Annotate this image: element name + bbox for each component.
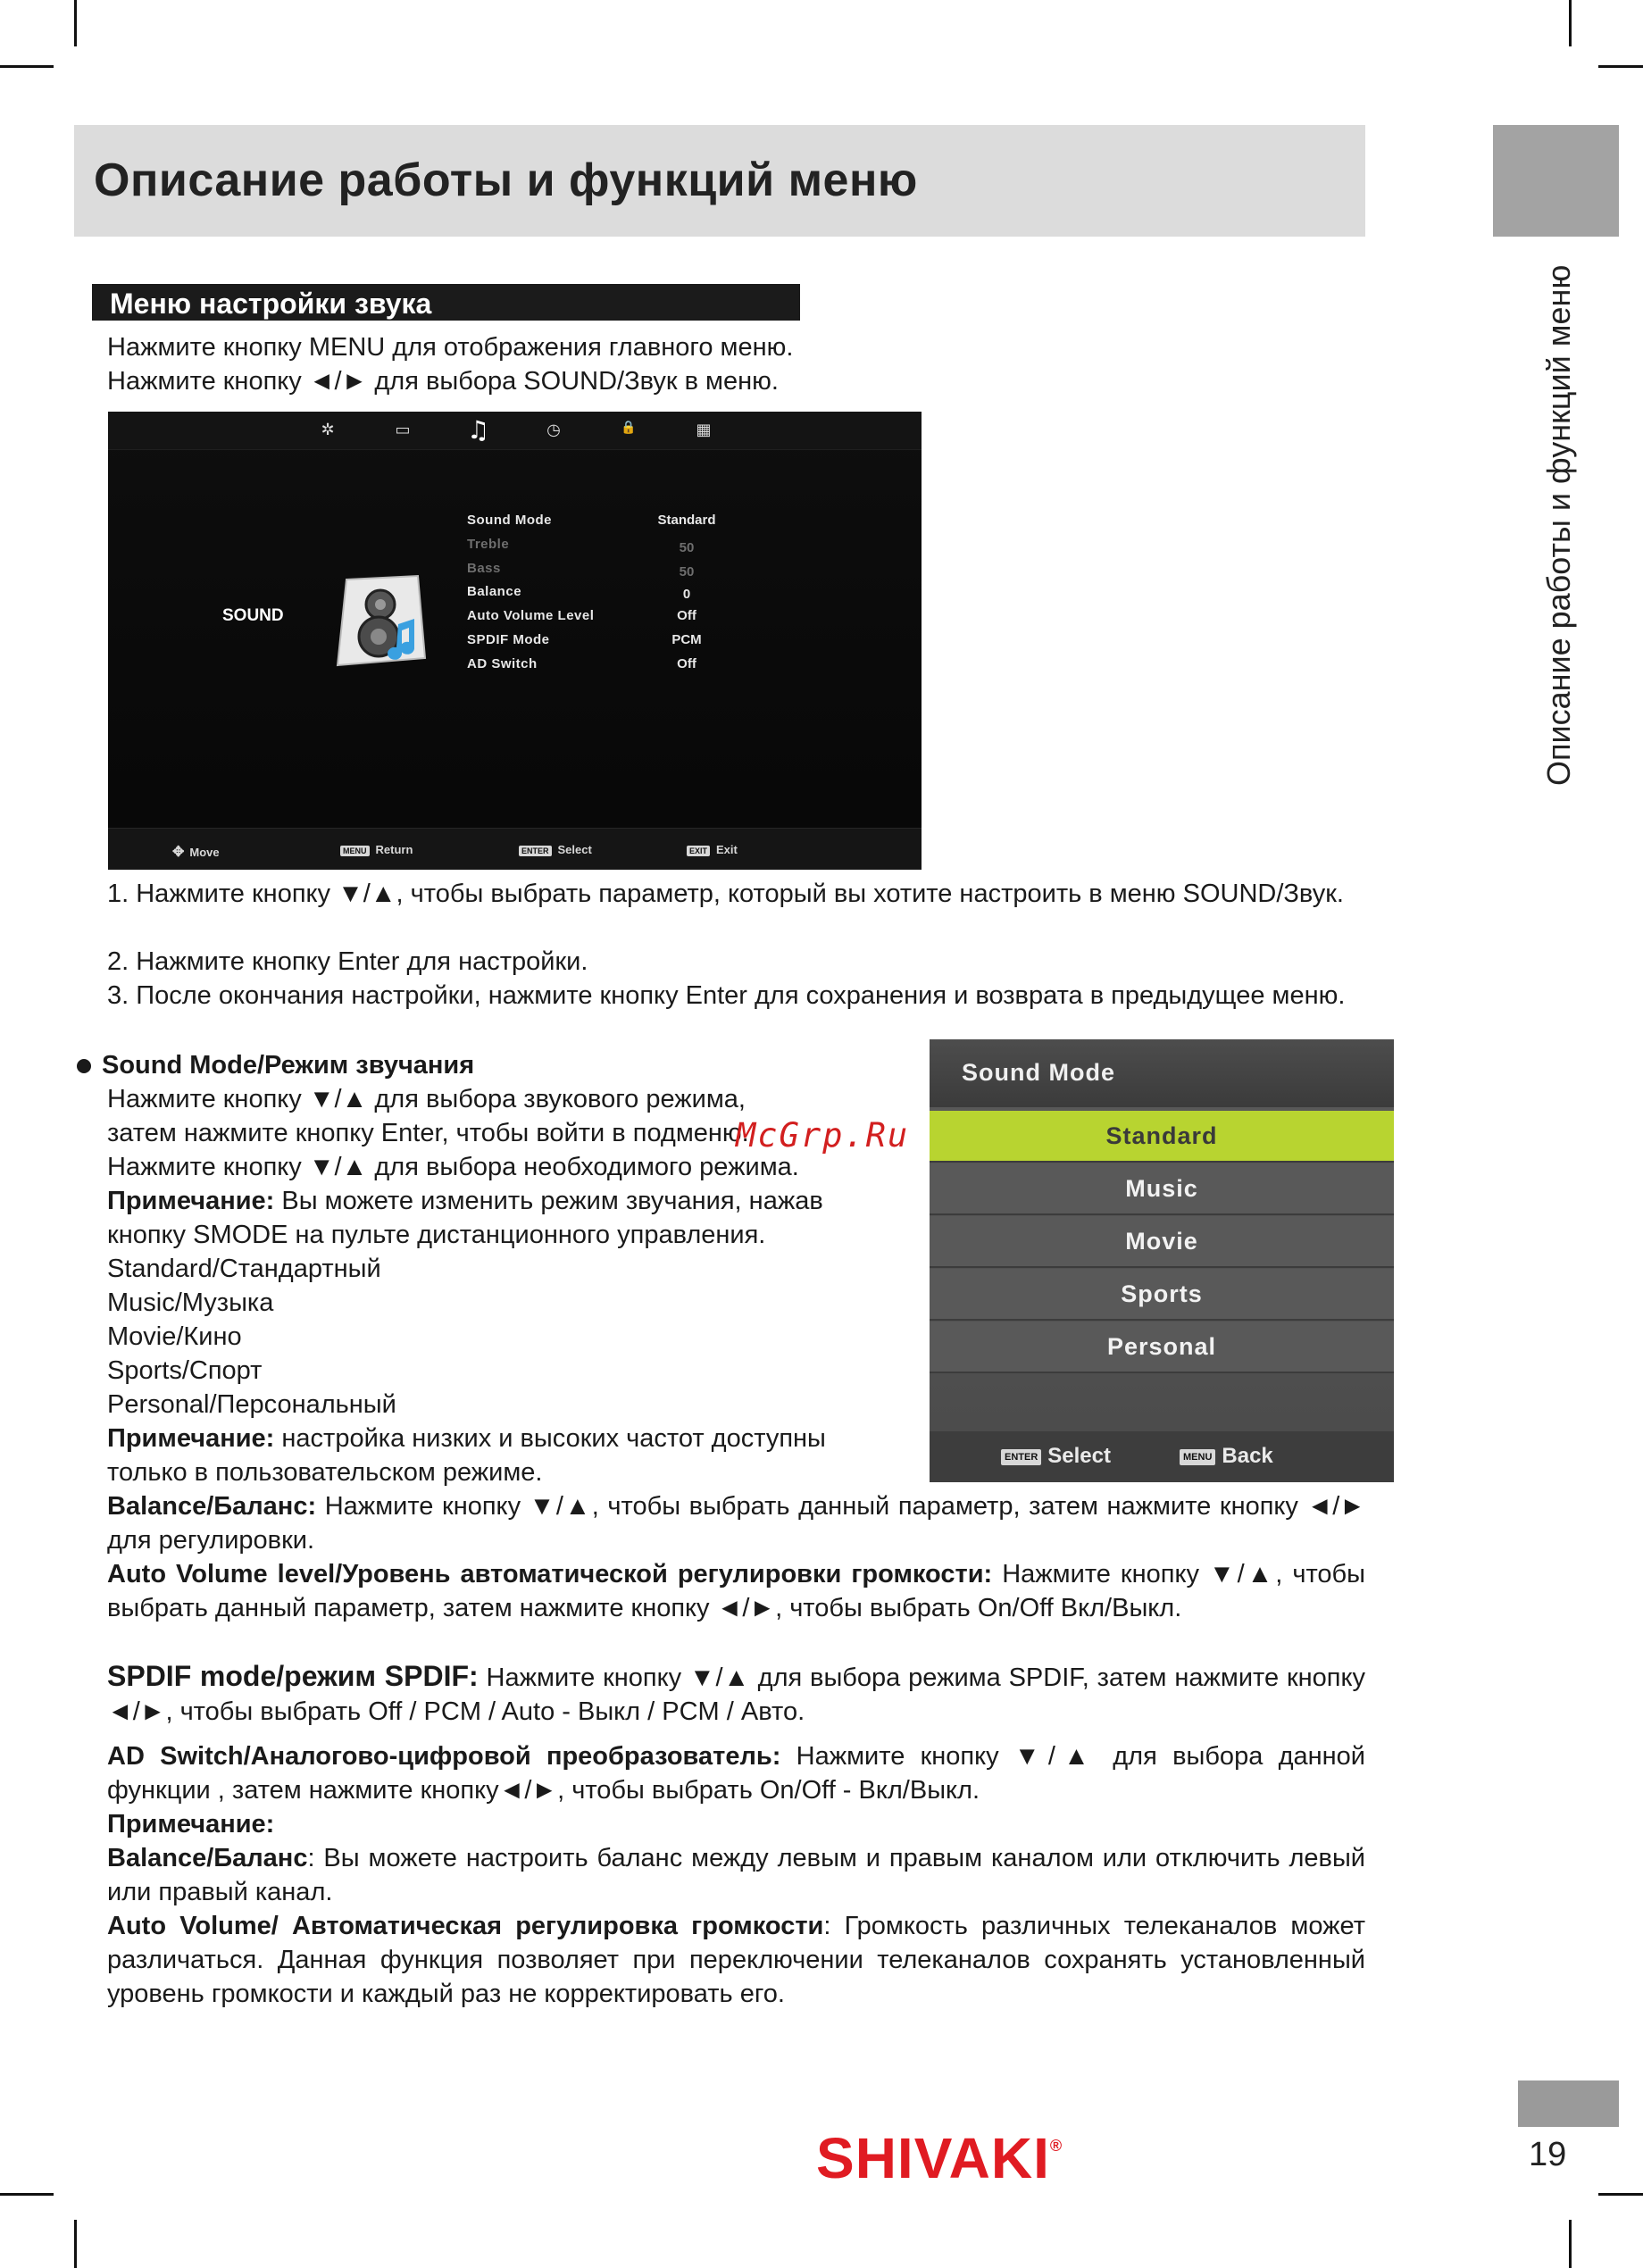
auto-volume-paragraph: [107, 1557, 1365, 1625]
crop-mark: [0, 65, 54, 68]
crop-mark: [1569, 2220, 1572, 2268]
select-hint: Select: [557, 843, 592, 856]
move-hint: Move: [189, 846, 220, 859]
tv-value-ad-switch: Off: [677, 656, 696, 671]
sound-mode-popup: [930, 1039, 1394, 1482]
step-3: 3. После окончания настройки, нажмите кнопку Enter для сохранения и возврата в предыдущее меню.: [107, 981, 1346, 1010]
popup-option-standard[interactable]: Standard: [930, 1111, 1394, 1163]
side-tab: [1535, 259, 1589, 786]
popup-title: Sound Mode: [962, 1059, 1115, 1086]
monitor-icon: ▭: [395, 421, 411, 439]
section-header: [92, 284, 800, 321]
tv-value-bass: 50: [679, 564, 695, 580]
step-1: 1. Нажмите кнопку ▼/▲, чтобы выбрать параметр, который вы хотите настроить в меню SOUND/Звук.: [107, 880, 1344, 908]
tv-row-balance: Balance: [467, 584, 522, 599]
page-number: 19: [1529, 2136, 1567, 2173]
sound-mode-note-2-cont: только в пользовательском режиме.: [107, 1458, 543, 1487]
tv-row-spdif: SPDIF Mode: [467, 632, 550, 647]
note-text: настройка низких и высоких частот доступны: [274, 1424, 826, 1453]
tv-sound-menu: [108, 412, 922, 870]
brand-logo: [816, 2125, 1063, 2191]
crop-mark: [1598, 2193, 1643, 2196]
intro-line: Нажмите кнопку MENU для отображения главного меню.: [107, 333, 794, 362]
popup-title-bar: [930, 1039, 1394, 1107]
balance-note-label: Balance/Баланс: [107, 1844, 308, 1872]
tv-value-spdif: PCM: [671, 632, 702, 647]
sound-mode-line: затем нажмите кнопку Enter, чтобы войти в подменю.: [107, 1119, 749, 1147]
sound-mode-note: [107, 1184, 823, 1218]
side-tab-label: Описание работы и функций меню: [1540, 264, 1577, 786]
sound-mode-note-2: [107, 1422, 826, 1455]
ad-switch-label: AD Switch/Аналогово-цифровой преобразователь:: [107, 1742, 781, 1771]
registered-mark: ®: [1049, 2136, 1063, 2155]
auto-volume-note-label: Auto Volume/ Автоматическая регулировка громкости: [107, 1912, 824, 1940]
tv-menu-footer: [108, 828, 922, 870]
sound-mode-note-cont: кнопку SMODE на пульте дистанционного управления.: [107, 1221, 766, 1249]
crop-mark: [1569, 0, 1572, 46]
exit-hint: Exit: [716, 843, 738, 856]
page-title: Описание работы и функций меню: [94, 154, 918, 206]
tv-menu-tabs: [108, 412, 922, 450]
note-text: Вы можете изменить режим звучания, нажав: [274, 1187, 823, 1215]
sound-mode-heading: [77, 1048, 474, 1082]
intro-line: Нажмите кнопку ◄/► для выбора SOUND/Звук в меню.: [107, 367, 779, 396]
grid-icon: ▦: [696, 421, 712, 439]
crop-mark: [0, 2193, 54, 2196]
popup-back-hint: Back: [1222, 1444, 1273, 1468]
brand-name: SHIVAKI: [816, 2126, 1050, 2190]
tv-value-auto-volume: Off: [677, 608, 696, 623]
popup-option-music[interactable]: Music: [930, 1163, 1394, 1215]
popup-option-personal[interactable]: Personal: [930, 1322, 1394, 1373]
tv-row-bass: Bass: [467, 561, 501, 576]
tv-value-sound-mode: Standard: [657, 513, 716, 528]
note-label: Примечание:: [107, 1424, 275, 1453]
balance-text: Нажмите кнопку ▼/▲, чтобы выбрать данный параметр, затем нажмите кнопку ◄/► для регулировки.: [107, 1492, 1365, 1555]
tv-value-treble: 50: [679, 540, 695, 555]
tv-value-balance: 0: [682, 587, 691, 602]
exit-key-icon: EXIT: [687, 846, 710, 856]
menu-key-icon: MENU: [340, 846, 370, 856]
speaker-icon: [329, 572, 431, 671]
auto-volume-text: Нажмите кнопку ▼/▲, чтобы выбрать данный параметр, затем нажмите кнопку ◄/►, чтобы выбрать On/Off Вкл/Выкл.: [107, 1560, 1365, 1622]
enter-key-icon: ENTER: [519, 846, 552, 856]
lock-icon: 🔒: [621, 421, 637, 435]
tv-row-sound-mode: Sound Mode: [467, 513, 552, 528]
balance-note-text: : Вы можете настроить баланс между левым и правым каналом или отключить левый или правый канал.: [107, 1844, 1365, 1906]
popup-option-sports[interactable]: Sports: [930, 1269, 1394, 1321]
note-label: Примечание:: [107, 1187, 275, 1215]
balance-note-paragraph: [107, 1841, 1365, 1909]
auto-volume-label: Auto Volume level/Уровень автоматической регулировки громкости:: [107, 1560, 993, 1588]
gear-icon: ✲: [321, 421, 335, 439]
balance-label: Balance/Баланс:: [107, 1492, 317, 1521]
page-header: [74, 125, 1365, 237]
popup-select-hint: Select: [1047, 1444, 1111, 1468]
spdif-label: SPDIF mode/режим SPDIF:: [107, 1660, 479, 1692]
sound-mode-line: Нажмите кнопку ▼/▲ для выбора необходимого режима.: [107, 1153, 799, 1181]
bullet-icon: [77, 1059, 91, 1073]
tv-row-auto-volume: Auto Volume Level: [467, 608, 595, 623]
ad-switch-paragraph: [107, 1739, 1365, 1807]
side-tab-block: [1493, 125, 1619, 237]
clock-icon: ◷: [546, 421, 561, 439]
mode-item: Music/Музыка: [107, 1288, 274, 1317]
popup-footer: [930, 1431, 1394, 1482]
enter-key-icon: ENTER: [1001, 1449, 1041, 1465]
crop-mark: [1598, 65, 1643, 68]
tv-row-ad-switch: AD Switch: [467, 656, 538, 671]
auto-volume-note-paragraph: [107, 1909, 1365, 2011]
spdif-paragraph: [107, 1659, 1365, 1729]
return-hint: Return: [375, 843, 413, 856]
section-title: Меню настройки звука: [110, 288, 432, 320]
sound-mode-heading-text: Sound Mode/Режим звучания: [102, 1051, 475, 1080]
auto-volume-note-text: : Громкость различных телеканалов может различаться. Данная функция позволяет при переключении телеканалов сохранять установленный уровень громкости и каждый раз не корректировать его.: [107, 1912, 1365, 2008]
popup-option-movie[interactable]: Movie: [930, 1216, 1394, 1268]
ad-switch-text: Нажмите кнопку ▼/▲ для выбора данной функции , затем нажмите кнопку◄/►, чтобы выбрать On/Off - Вкл/Выкл.: [107, 1742, 1365, 1805]
note-label: Примечание:: [107, 1810, 275, 1839]
crop-mark: [74, 0, 77, 46]
spdif-text: Нажмите кнопку ▼/▲ для выбора режима SPDIF, затем нажмите кнопку ◄/►, чтобы выбрать Off / PCM / Auto - Выкл / PCM / Авто.: [107, 1663, 1366, 1726]
step-2: 2. Нажмите кнопку Enter для настройки.: [107, 947, 588, 976]
mode-item: Standard/Стандартный: [107, 1255, 381, 1283]
mode-item: Sports/Спорт: [107, 1356, 263, 1385]
balance-paragraph: [107, 1489, 1365, 1557]
move-arrows-icon: ✥: [172, 845, 185, 860]
tv-menu-label: SOUND: [222, 606, 284, 625]
mode-item: Movie/Кино: [107, 1322, 242, 1351]
tv-row-treble: Treble: [467, 537, 510, 552]
note-heading: [107, 1807, 274, 1841]
watermark: McGrp.Ru: [736, 1116, 910, 1155]
page-number-block: [1518, 2080, 1619, 2127]
menu-key-icon: MENU: [1180, 1449, 1215, 1465]
music-note-icon: ♫: [467, 415, 490, 445]
mode-item: Personal/Персональный: [107, 1390, 396, 1419]
sound-mode-line: Нажмите кнопку ▼/▲ для выбора звукового режима,: [107, 1085, 746, 1113]
crop-mark: [74, 2220, 77, 2268]
